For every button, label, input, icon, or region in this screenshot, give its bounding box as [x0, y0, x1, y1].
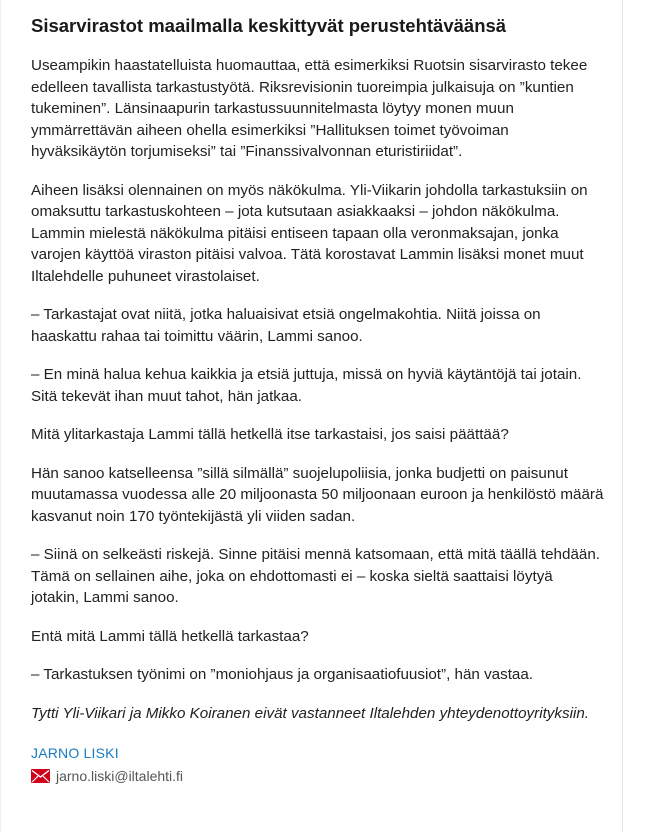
author-email-row[interactable] — [31, 767, 604, 785]
author-name-link[interactable]: JARNO LISKI — [31, 745, 119, 761]
paragraph-2: Aiheen lisäksi olennainen on myös näkökulma. Yli-Viikarin johdolla tarkastuksiin on omaksuttu tarkastuskohteen – jota kutsutaan asiakkaaksi – johdon näkökulma. Lammin mielestä näkökulma pitäisi entiseen tapaan olla veronmaksajan, jonka varojen käyttöä viraston pitäisi valvoa. Tätä korostavat Lammin lisäksi monet muut Iltalehdelle puhuneet virastolaiset. — [31, 181, 588, 285]
paragraph-7: – Siinä on selkeästi riskejä. Sinne pitäisi mennä katsomaan, että mitä täällä tehdään. Tämä on sellainen aihe, joka on ehdottomasti ei – koska sieltä saattaisi löytyä jotakin, Lammi sanoo. — [31, 546, 601, 606]
author-email-address[interactable]: jarno.liski@iltalehti.fi — [56, 768, 184, 784]
paragraph-9: – Tarkastuksen työnimi on ”moniohjaus ja organisaatiofuusiot”, hän vastaa. — [31, 666, 534, 683]
closing-note: Tytti Yli-Viikari ja Mikko Koiranen eivät vastanneet Iltalehden yhteydenottoyrityksiin. — [31, 704, 589, 722]
paragraph-3: – Tarkastajat ovat niitä, jotka haluaisivat etsiä ongelmakohtia. Niitä joissa on haaskattu rahaa tai toimittu väärin, Lammi sanoo. — [31, 306, 541, 345]
paragraph-4: – En minä halua kehua kaikkia ja etsiä juttuja, missä on hyviä käytäntöjä tai jotain. Sitä tekevät ihan muut tahot, hän jatkaa. — [31, 366, 582, 405]
section-heading: Sisarvirastot maailmalla keskittyvät perustehtäväänsä — [31, 15, 507, 36]
paragraph-5: Mitä ylitarkastaja Lammi tällä hetkellä itse tarkastaisi, jos saisi päättää? — [31, 426, 509, 443]
paragraph-6: Hän sanoo katselleensa ”sillä silmällä” suojelupoliisia, jonka budjetti on paisunut muutamassa vuodessa alle 20 miljoonasta 50 miljoonaan euroon ja henkilöstö määrä kasvanut noin 170 työntekijästä yli viiden sadan. — [31, 464, 604, 525]
paragraph-8: Entä mitä Lammi tällä hetkellä tarkastaa? — [31, 627, 309, 645]
paragraph-1: Useampikin haastatelluista huomauttaa, että esimerkiksi Ruotsin sisarvirasto tekee edelleen tavallista tarkastustyötä. Riksrevisionin tuoreimpia julkaisuja on ”kuntien tukeminen”. Länsinaapurin tarkastussuunnitelmasta löytyy monen muun ymmärrettävän aiheen ohella esimerkiksi ”Hallituksen toimet työvoiman hyväksikäytön torjumiseksi” tai ”Finanssivalvonnan eturistiriidat”. — [31, 57, 588, 160]
envelope-icon — [31, 769, 50, 783]
